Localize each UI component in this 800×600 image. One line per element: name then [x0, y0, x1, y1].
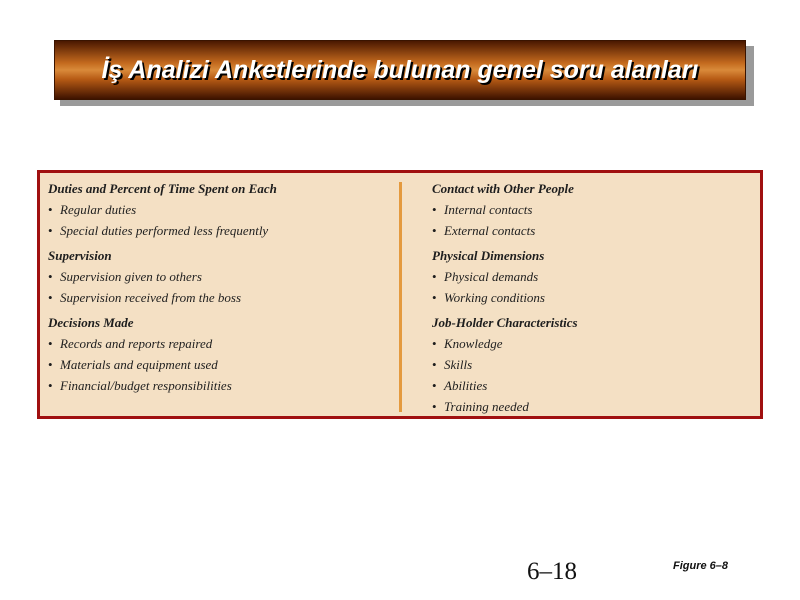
section-heading: Decisions Made	[48, 315, 134, 330]
list-item	[48, 333, 388, 354]
figure-box	[37, 170, 763, 419]
list-item-text: Supervision given to others	[60, 269, 202, 284]
left-column	[48, 178, 388, 400]
section-heading: Supervision	[48, 248, 112, 263]
list-item-text: Records and reports repaired	[60, 336, 213, 351]
list-item	[432, 266, 752, 287]
bullet-icon: •	[48, 290, 53, 305]
bullet-icon: •	[48, 336, 53, 351]
list-item	[48, 375, 388, 396]
list-item-text: Abilities	[444, 378, 488, 393]
list-item-text: Working conditions	[444, 290, 545, 305]
list-item	[432, 354, 752, 375]
title-banner	[54, 40, 746, 100]
list-item-text: Supervision received from the boss	[60, 290, 241, 305]
list-item-text: Knowledge	[444, 336, 503, 351]
list-item-text: Financial/budget responsibilities	[60, 378, 232, 393]
section-heading: Contact with Other People	[432, 181, 574, 196]
bullet-icon: •	[432, 399, 437, 414]
list-item-text: Training needed	[444, 399, 529, 414]
slide-title: İş Analizi Anketlerinde bulunan genel soru alanları	[101, 55, 699, 84]
bullet-icon: •	[432, 357, 437, 372]
bullet-icon: •	[432, 290, 437, 305]
bullet-icon: •	[48, 357, 53, 372]
list-item	[48, 287, 388, 308]
list-item	[48, 199, 388, 220]
bullet-icon: •	[432, 378, 437, 393]
bullet-icon: •	[432, 202, 437, 217]
list-item	[48, 266, 388, 287]
list-item	[48, 220, 388, 241]
list-item	[432, 396, 752, 417]
bullet-icon: •	[48, 202, 53, 217]
list-item-text: Physical demands	[444, 269, 539, 284]
section-heading: Duties and Percent of Time Spent on Each	[48, 181, 277, 196]
section-supervision	[48, 245, 388, 308]
section-physical	[432, 245, 752, 308]
list-item	[432, 287, 752, 308]
figure-label: Figure 6–8	[673, 560, 729, 572]
section-heading: Job-Holder Characteristics	[432, 315, 578, 330]
list-item-text: Internal contacts	[444, 202, 533, 217]
right-column	[432, 178, 752, 421]
section-decisions	[48, 312, 388, 396]
list-item-text: Materials and equipment used	[60, 357, 218, 372]
page-number: 6–18	[527, 558, 577, 585]
list-item	[432, 220, 752, 241]
section-heading: Physical Dimensions	[432, 248, 545, 263]
bullet-icon: •	[48, 378, 53, 393]
list-item	[48, 354, 388, 375]
bullet-icon: •	[432, 269, 437, 284]
list-item-text: Skills	[444, 357, 473, 372]
bullet-icon: •	[432, 223, 437, 238]
list-item-text: Special duties performed less frequently	[60, 223, 269, 238]
list-item-text: Regular duties	[60, 202, 137, 217]
bullet-icon: •	[48, 223, 53, 238]
list-item	[432, 199, 752, 220]
list-item-text: External contacts	[444, 223, 536, 238]
column-divider	[399, 182, 402, 412]
section-job-holder	[432, 312, 752, 417]
bullet-icon: •	[48, 269, 53, 284]
list-item	[432, 333, 752, 354]
bullet-icon: •	[432, 336, 437, 351]
list-item	[432, 375, 752, 396]
section-contact	[432, 178, 752, 241]
section-duties	[48, 178, 388, 241]
